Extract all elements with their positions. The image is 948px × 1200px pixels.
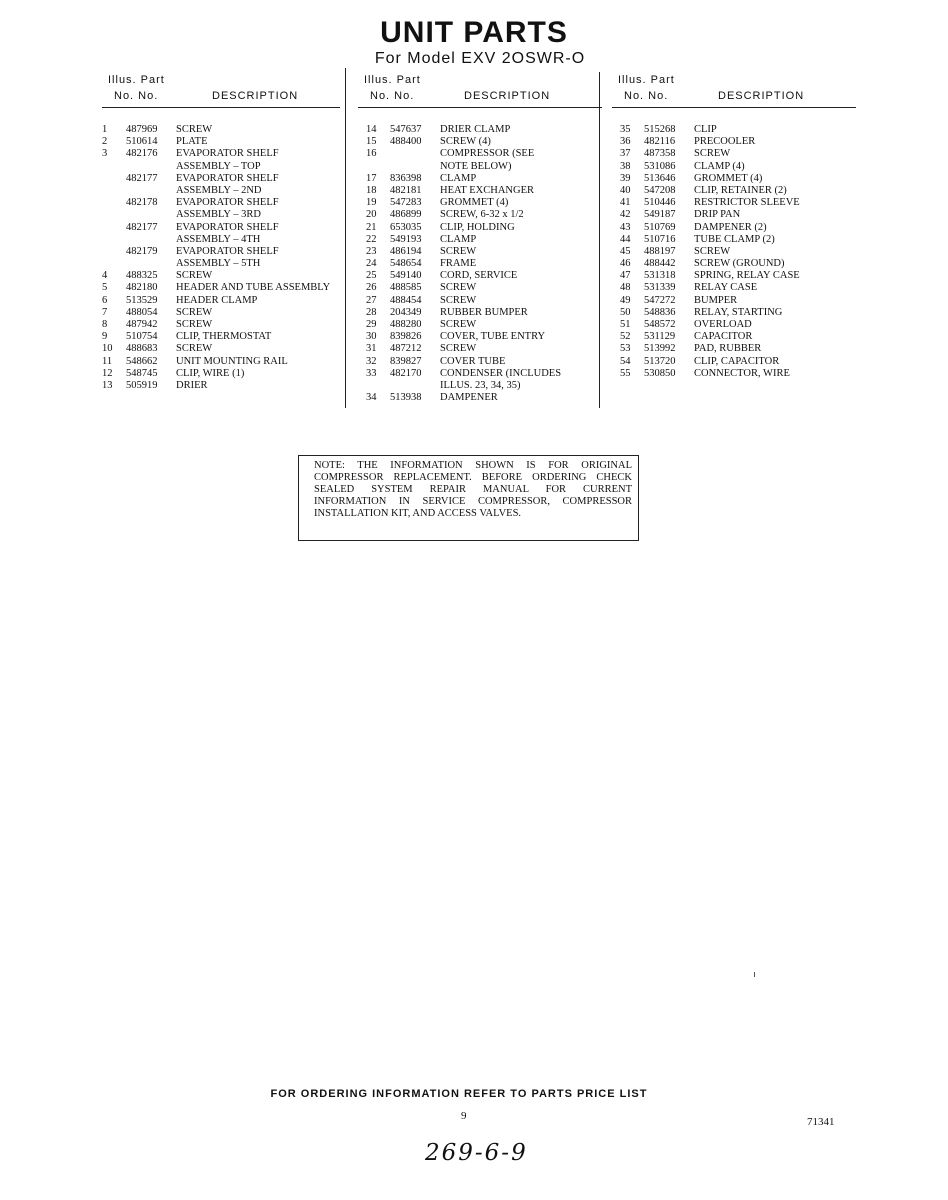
illus-number: 39 (620, 172, 631, 184)
illus-number: 14 (366, 124, 377, 135)
parts-row (358, 356, 602, 368)
illus-number: 10 (102, 343, 113, 355)
header-rule (358, 107, 602, 108)
illus-number: 53 (620, 343, 631, 355)
part-number: 488442 (644, 258, 676, 270)
illus-number: 28 (366, 306, 377, 318)
parts-row (358, 161, 602, 173)
illus-number: 20 (366, 209, 377, 221)
part-number: 548654 (390, 258, 422, 270)
part-description: SCREW (440, 319, 477, 330)
illus-number: 46 (620, 258, 631, 270)
illus-number: 33 (366, 367, 377, 379)
parts-row (102, 343, 340, 355)
part-description: ASSEMBLY – 4TH (176, 233, 261, 245)
part-number: 531318 (644, 270, 676, 282)
illus-number: 40 (620, 184, 631, 196)
parts-column-1 (102, 72, 340, 392)
parts-row (358, 173, 602, 185)
part-description: CLIP, RETAINER (2) (694, 184, 787, 196)
part-number: 513646 (644, 172, 676, 184)
illus-number: 45 (620, 245, 631, 257)
part-description: CLAMP (440, 172, 477, 184)
part-number: 488197 (644, 245, 676, 257)
part-number: 487969 (126, 124, 158, 135)
illus-number: 17 (366, 172, 377, 184)
part-description: HEADER CLAMP (176, 294, 258, 306)
part-description: COMPRESSOR (SEE (440, 148, 535, 160)
parts-list (358, 124, 602, 404)
part-number: 839826 (390, 331, 422, 343)
illus-number: 47 (620, 270, 631, 282)
part-number: 488683 (126, 343, 158, 355)
part-number: 549187 (644, 209, 676, 221)
part-number: 513720 (644, 355, 676, 367)
part-number: 548836 (644, 306, 676, 318)
part-description: OVERLOAD (694, 319, 752, 330)
column-header (612, 72, 856, 112)
part-description: PLATE (176, 136, 208, 148)
parts-list (102, 124, 340, 392)
parts-row (612, 197, 856, 209)
parts-row (102, 270, 340, 282)
parts-row (612, 343, 856, 355)
part-description: CORD, SERVICE (440, 270, 518, 282)
part-number: 486899 (390, 209, 422, 221)
parts-row (358, 343, 602, 355)
part-number: 653035 (390, 221, 422, 233)
part-description: RELAY, STARTING (694, 306, 783, 318)
part-description: ASSEMBLY – TOP (176, 160, 261, 172)
parts-row (102, 234, 340, 246)
parts-row (358, 197, 602, 209)
parts-row (102, 246, 340, 258)
part-number: 488054 (126, 306, 158, 318)
parts-row (358, 331, 602, 343)
header-no-no: No. No. (624, 90, 669, 102)
part-description: CLAMP (440, 233, 477, 245)
parts-row (102, 185, 340, 197)
parts-row (358, 270, 602, 282)
part-description: EVAPORATOR SHELF (176, 221, 279, 233)
illus-number: 8 (102, 319, 108, 330)
parts-row (612, 148, 856, 160)
column-divider (345, 68, 346, 408)
parts-row (102, 295, 340, 307)
header-no-no: No. No. (114, 90, 159, 102)
part-number: 547637 (390, 124, 422, 135)
part-number: 510754 (126, 331, 158, 343)
part-number: 488400 (390, 136, 422, 148)
parts-list (612, 124, 856, 380)
part-description: SCREW, 6-32 x 1/2 (440, 209, 524, 221)
parts-row (612, 368, 856, 380)
part-number: 531339 (644, 282, 676, 294)
header-description: DESCRIPTION (464, 90, 551, 102)
part-description: DRIP PAN (694, 209, 741, 221)
parts-row (102, 380, 340, 392)
parts-row (612, 234, 856, 246)
part-number: 530850 (644, 367, 676, 379)
part-description: SCREW (694, 245, 731, 257)
parts-row (358, 148, 602, 160)
illus-number: 1 (102, 124, 108, 135)
parts-row (102, 282, 340, 294)
part-description: ILLUS. 23, 34, 35) (440, 379, 521, 391)
part-description: BUMPER (694, 294, 738, 306)
part-description: RESTRICTOR SLEEVE (694, 197, 800, 209)
parts-row (102, 368, 340, 380)
illus-number: 54 (620, 355, 631, 367)
parts-row (102, 148, 340, 160)
illus-number: 44 (620, 233, 631, 245)
part-description: HEADER AND TUBE ASSEMBLY (176, 282, 331, 294)
parts-row (102, 136, 340, 148)
parts-row (612, 161, 856, 173)
compressor-note: NOTE: THE INFORMATION SHOWN IS FOR ORIGINAL COMPRESSOR REPLACEMENT. BEFORE ORDERING CHECK SEALED SYSTEM REPAIR MANUAL FOR CURRENT INFORMATION IN SERVICE COMPRESSOR, COMPRESSOR INSTALLATION KIT, AND ACCESS VALVES. (298, 455, 639, 541)
parts-row (612, 331, 856, 343)
part-number: 510716 (644, 233, 676, 245)
part-description: DAMPENER (440, 392, 498, 404)
part-number: 510769 (644, 221, 676, 233)
part-number: 510614 (126, 136, 158, 148)
parts-row (612, 173, 856, 185)
part-description: SCREW (440, 282, 477, 294)
illus-number: 29 (366, 319, 377, 330)
parts-row (612, 209, 856, 221)
part-number: 487942 (126, 319, 158, 330)
part-number: 482179 (126, 245, 158, 257)
illus-number: 25 (366, 270, 377, 282)
parts-row (102, 173, 340, 185)
parts-row (102, 319, 340, 331)
parts-row (612, 246, 856, 258)
parts-row (102, 331, 340, 343)
parts-row (612, 258, 856, 270)
parts-row (358, 307, 602, 319)
part-description: DRIER CLAMP (440, 124, 511, 135)
part-description: SCREW (176, 343, 213, 355)
part-number: 515268 (644, 124, 676, 135)
part-description: SCREW (694, 148, 731, 160)
scan-mark (754, 972, 755, 977)
part-number: 487358 (644, 148, 676, 160)
parts-row (612, 124, 856, 136)
part-description: ASSEMBLY – 2ND (176, 184, 262, 196)
part-number: 482181 (390, 184, 422, 196)
illus-number: 7 (102, 306, 108, 318)
parts-row (102, 356, 340, 368)
parts-row (612, 319, 856, 331)
part-description: EVAPORATOR SHELF (176, 148, 279, 160)
part-number: 488325 (126, 270, 158, 282)
illus-number: 6 (102, 294, 108, 306)
parts-row (358, 368, 602, 380)
parts-row (102, 161, 340, 173)
parts-row (102, 197, 340, 209)
part-description: EVAPORATOR SHELF (176, 245, 279, 257)
part-description: EVAPORATOR SHELF (176, 197, 279, 209)
part-description: TUBE CLAMP (2) (694, 233, 775, 245)
part-description: CONNECTOR, WIRE (694, 367, 790, 379)
part-number: 486194 (390, 245, 422, 257)
part-number: 547272 (644, 294, 676, 306)
column-divider (599, 72, 600, 408)
part-description: SCREW (GROUND) (694, 258, 785, 270)
part-description: SCREW (176, 319, 213, 330)
part-number: 488585 (390, 282, 422, 294)
illus-number: 34 (366, 392, 377, 404)
illus-number: 32 (366, 355, 377, 367)
parts-row (612, 295, 856, 307)
header-no-no: No. No. (370, 90, 415, 102)
parts-row (358, 185, 602, 197)
parts-row (102, 307, 340, 319)
illus-number: 31 (366, 343, 377, 355)
part-description: NOTE BELOW) (440, 160, 512, 172)
parts-row (612, 270, 856, 282)
illus-number: 50 (620, 306, 631, 318)
parts-column-2 (358, 72, 602, 404)
parts-row (358, 380, 602, 392)
illus-number: 4 (102, 270, 108, 282)
illus-number: 37 (620, 148, 631, 160)
part-description: SCREW (440, 294, 477, 306)
column-header (102, 72, 340, 112)
part-description: CLIP, HOLDING (440, 221, 515, 233)
illus-number: 30 (366, 331, 377, 343)
part-number: 482180 (126, 282, 158, 294)
part-number: 548662 (126, 355, 158, 367)
part-number: 487212 (390, 343, 422, 355)
illus-number: 12 (102, 367, 113, 379)
parts-row (358, 124, 602, 136)
part-number: 836398 (390, 172, 422, 184)
part-number: 549193 (390, 233, 422, 245)
part-number: 531086 (644, 160, 676, 172)
part-description: SCREW (440, 343, 477, 355)
header-description: DESCRIPTION (212, 90, 299, 102)
part-description: SCREW (176, 270, 213, 282)
parts-row (612, 307, 856, 319)
illus-number: 51 (620, 319, 631, 330)
illus-number: 15 (366, 136, 377, 148)
model-subtitle: For Model EXV 2OSWR-O (374, 50, 586, 67)
header-illus-part: Illus. Part (364, 74, 421, 86)
part-number: 531129 (644, 331, 676, 343)
part-number: 204349 (390, 306, 422, 318)
part-description: COVER, TUBE ENTRY (440, 331, 546, 343)
parts-row (358, 392, 602, 404)
header-illus-part: Illus. Part (618, 74, 675, 86)
illus-number: 27 (366, 294, 377, 306)
header-description: DESCRIPTION (718, 90, 805, 102)
ordering-footer: FOR ORDERING INFORMATION REFER TO PARTS PRICE LIST (270, 1088, 648, 1100)
illus-number: 52 (620, 331, 631, 343)
part-description: DRIER (176, 379, 208, 391)
part-description: DAMPENER (2) (694, 221, 767, 233)
illus-number: 11 (102, 355, 113, 367)
part-number: 488280 (390, 319, 422, 330)
part-description: RUBBER BUMPER (440, 306, 528, 318)
parts-row (358, 319, 602, 331)
part-number: 482177 (126, 221, 158, 233)
part-description: CLAMP (4) (694, 160, 745, 172)
parts-row (102, 222, 340, 234)
parts-row (612, 185, 856, 197)
page-number: 9 (461, 1110, 467, 1122)
parts-row (358, 234, 602, 246)
part-description: COVER TUBE (440, 355, 506, 367)
part-description: GROMMET (4) (694, 172, 763, 184)
part-description: SCREW (440, 245, 477, 257)
part-description: PRECOOLER (694, 136, 756, 148)
part-number: 513938 (390, 392, 422, 404)
part-number: 482116 (644, 136, 676, 148)
illus-number: 36 (620, 136, 631, 148)
illus-number: 55 (620, 367, 631, 379)
parts-row (358, 136, 602, 148)
illus-number: 26 (366, 282, 377, 294)
part-number: 548745 (126, 367, 158, 379)
part-description: RELAY CASE (694, 282, 758, 294)
illus-number: 23 (366, 245, 377, 257)
header-rule (612, 107, 856, 108)
illus-number: 42 (620, 209, 631, 221)
illus-number: 49 (620, 294, 631, 306)
part-description: UNIT MOUNTING RAIL (176, 355, 288, 367)
part-number: 839827 (390, 355, 422, 367)
illus-number: 41 (620, 197, 631, 209)
part-number: 482177 (126, 172, 158, 184)
part-number: 549140 (390, 270, 422, 282)
part-description: CLIP, WIRE (1) (176, 367, 245, 379)
part-description: EVAPORATOR SHELF (176, 172, 279, 184)
part-description: CLIP, THERMOSTAT (176, 331, 272, 343)
part-description: HEAT EXCHANGER (440, 184, 535, 196)
part-description: SCREW (176, 124, 213, 135)
parts-row (612, 136, 856, 148)
part-description: FRAME (440, 258, 477, 270)
part-number: 482178 (126, 197, 158, 209)
illus-number: 38 (620, 160, 631, 172)
header-rule (102, 107, 340, 108)
part-number: 482176 (126, 148, 158, 160)
part-description: CLIP (694, 124, 717, 135)
part-number: 513992 (644, 343, 676, 355)
part-description: SCREW (4) (440, 136, 491, 148)
part-number: 548572 (644, 319, 676, 330)
parts-column-3 (612, 72, 856, 380)
part-number: 547283 (390, 197, 422, 209)
illus-number: 3 (102, 148, 108, 160)
illus-number: 19 (366, 197, 377, 209)
parts-row (358, 246, 602, 258)
header-illus-part: Illus. Part (108, 74, 165, 86)
illus-number: 5 (102, 282, 108, 294)
parts-row (358, 222, 602, 234)
part-number: 547208 (644, 184, 676, 196)
illus-number: 2 (102, 136, 108, 148)
illus-number: 43 (620, 221, 631, 233)
part-description: SCREW (176, 306, 213, 318)
illus-number: 35 (620, 124, 631, 135)
illus-number: 16 (366, 148, 377, 160)
part-number: 513529 (126, 294, 158, 306)
part-description: GROMMET (4) (440, 197, 509, 209)
parts-row (102, 124, 340, 136)
page-title: UNIT PARTS (380, 16, 568, 49)
illus-number: 9 (102, 331, 108, 343)
document-code: 71341 (807, 1116, 835, 1128)
part-description: CLIP, CAPACITOR (694, 355, 780, 367)
part-description: CONDENSER (INCLUDES (440, 367, 562, 379)
parts-row (358, 209, 602, 221)
part-description: SPRING, RELAY CASE (694, 270, 800, 282)
part-description: PAD, RUBBER (694, 343, 762, 355)
parts-row (612, 282, 856, 294)
parts-row (102, 209, 340, 221)
part-number: 488454 (390, 294, 422, 306)
illus-number: 21 (366, 221, 377, 233)
illus-number: 13 (102, 379, 113, 391)
illus-number: 18 (366, 184, 377, 196)
parts-row (102, 258, 340, 270)
parts-row (612, 222, 856, 234)
parts-row (358, 282, 602, 294)
part-number: 505919 (126, 379, 158, 391)
part-description: CAPACITOR (694, 331, 753, 343)
handwritten-annotation: 269-6-9 (425, 1140, 528, 1166)
parts-row (612, 356, 856, 368)
part-number: 510446 (644, 197, 676, 209)
part-description: ASSEMBLY – 5TH (176, 258, 261, 270)
parts-row (358, 258, 602, 270)
illus-number: 24 (366, 258, 377, 270)
illus-number: 22 (366, 233, 377, 245)
column-header (358, 72, 602, 112)
parts-row (358, 295, 602, 307)
part-description: ASSEMBLY – 3RD (176, 209, 261, 221)
part-number: 482170 (390, 367, 422, 379)
illus-number: 48 (620, 282, 631, 294)
